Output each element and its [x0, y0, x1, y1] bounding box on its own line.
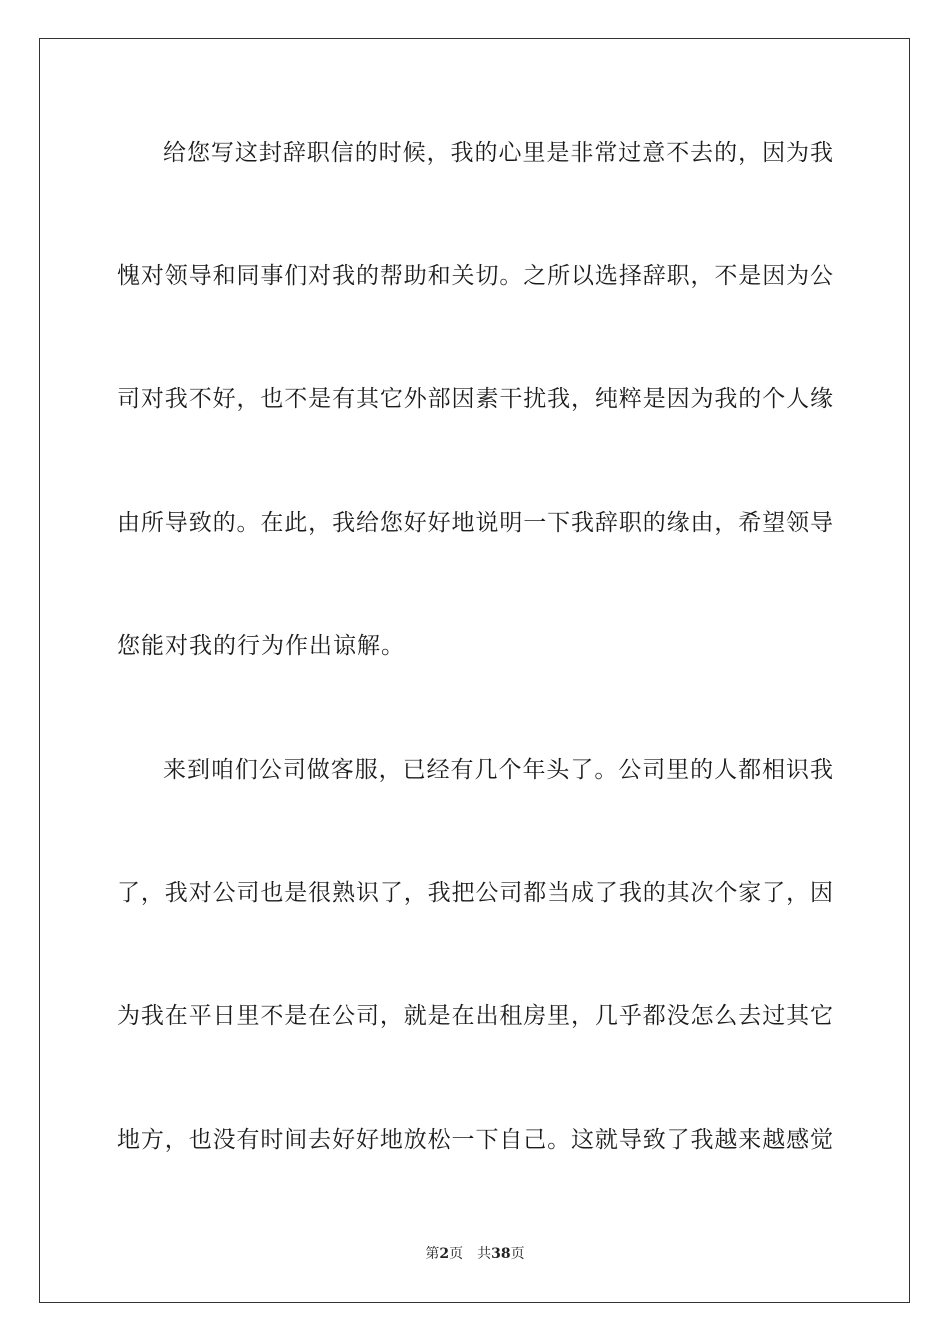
footer-page-prefix: 第 [425, 1246, 440, 1262]
paragraph-2-line-3: 为我在平日里不是在公司，就是在出租房里，几乎都没怎么去过其它 [117, 1003, 833, 1029]
footer-total-prefix: 共 [477, 1246, 492, 1262]
footer-page-suffix: 页 [449, 1246, 464, 1262]
paragraph-1-line-1: 给您写这封辞职信的时候，我的心里是非常过意不去的，因为我 [163, 140, 833, 166]
page-footer [0, 1245, 950, 1263]
paragraph-1-line-3: 司对我不好，也不是有其它外部因素干扰我，纯粹是因为我的个人缘 [117, 386, 833, 412]
paragraph-2-line-1: 来到咱们公司做客服，已经有几个年头了。公司里的人都相识我 [163, 757, 833, 783]
paragraph-2-line-2: 了，我对公司也是很熟识了，我把公司都当成了我的其次个家了，因 [117, 880, 833, 906]
footer-total-suffix: 页 [510, 1246, 525, 1262]
paragraph-1-line-4: 由所导致的。在此，我给您好好地说明一下我辞职的缘由，希望领导 [117, 510, 833, 536]
page-border [39, 38, 910, 1303]
footer-page-number: 2 [439, 1246, 450, 1262]
paragraph-2-line-4: 地方，也没有时间去好好地放松一下自己。这就导致了我越来越感觉 [117, 1127, 833, 1153]
paragraph-1-line-2: 愧对领导和同事们对我的帮助和关切。之所以选择辞职，不是因为公 [117, 263, 833, 289]
paragraph-1-line-5: 您能对我的行为作出谅解。 [117, 633, 405, 659]
footer-total-number: 38 [491, 1246, 511, 1262]
